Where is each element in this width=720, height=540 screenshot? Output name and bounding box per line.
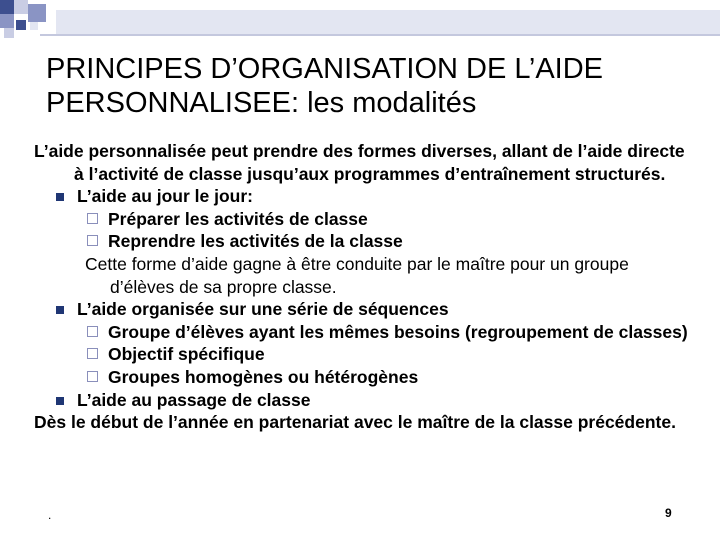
header-band bbox=[56, 10, 720, 34]
page-number: 9 bbox=[665, 506, 672, 520]
hollow-square-bullet-icon bbox=[87, 348, 98, 359]
bullet-text: L’aide organisée sur une série de séquences bbox=[77, 299, 449, 320]
intro-paragraph: L’aide personnalisée peut prendre des formes diverses, allant de l’aide directe à l’activité de classe jusqu’aux programmes d’entraînement structurés. bbox=[34, 141, 685, 184]
slide-body bbox=[34, 140, 694, 434]
header-rule bbox=[40, 34, 720, 36]
hollow-square-bullet-icon bbox=[87, 326, 98, 337]
hollow-square-bullet-icon bbox=[87, 213, 98, 224]
title-line-1: PRINCIPES D’ORGANISATION DE L’AIDE bbox=[46, 53, 604, 85]
bullet-item bbox=[34, 185, 694, 208]
sub-bullet-item bbox=[34, 208, 694, 231]
footer-dot: . bbox=[48, 508, 52, 522]
hollow-square-bullet-icon bbox=[87, 371, 98, 382]
square-bullet-icon bbox=[56, 397, 64, 405]
title-line-2: PERSONNALISEE: les modalités bbox=[46, 87, 477, 119]
sub-bullet-text: Objectif spécifique bbox=[108, 344, 265, 365]
sub-bullet-text: Reprendre les activités de la classe bbox=[108, 231, 403, 252]
sub-bullet-text: Groupes homogènes ou hétérogènes bbox=[108, 366, 419, 387]
sub-bullet-item bbox=[34, 230, 694, 253]
hollow-square-bullet-icon bbox=[87, 235, 98, 246]
sub-bullet-text: Préparer les activités de classe bbox=[108, 208, 368, 229]
bullet-text: L’aide au jour le jour: bbox=[77, 186, 253, 207]
square-bullet-icon bbox=[56, 193, 64, 201]
slide-title bbox=[46, 52, 706, 120]
bullet-item bbox=[34, 298, 694, 321]
sub-bullet-text: Groupe d’élèves ayant les mêmes besoins (regroupement de classes) bbox=[108, 321, 688, 342]
sub-bullet-item bbox=[34, 321, 694, 344]
square-bullet-icon bbox=[56, 306, 64, 314]
sub-bullet-item bbox=[34, 343, 694, 366]
bullet-item bbox=[34, 389, 694, 412]
note-paragraph: Cette forme d’aide gagne à être conduite par le maître pour un groupe d’élèves de sa propre classe. bbox=[85, 253, 629, 297]
bullet-text: L’aide au passage de classe bbox=[77, 389, 311, 410]
sub-bullet-item bbox=[34, 366, 694, 389]
closing-paragraph: Dès le début de l’année en partenariat avec le maître de la classe précédente. bbox=[34, 412, 676, 433]
